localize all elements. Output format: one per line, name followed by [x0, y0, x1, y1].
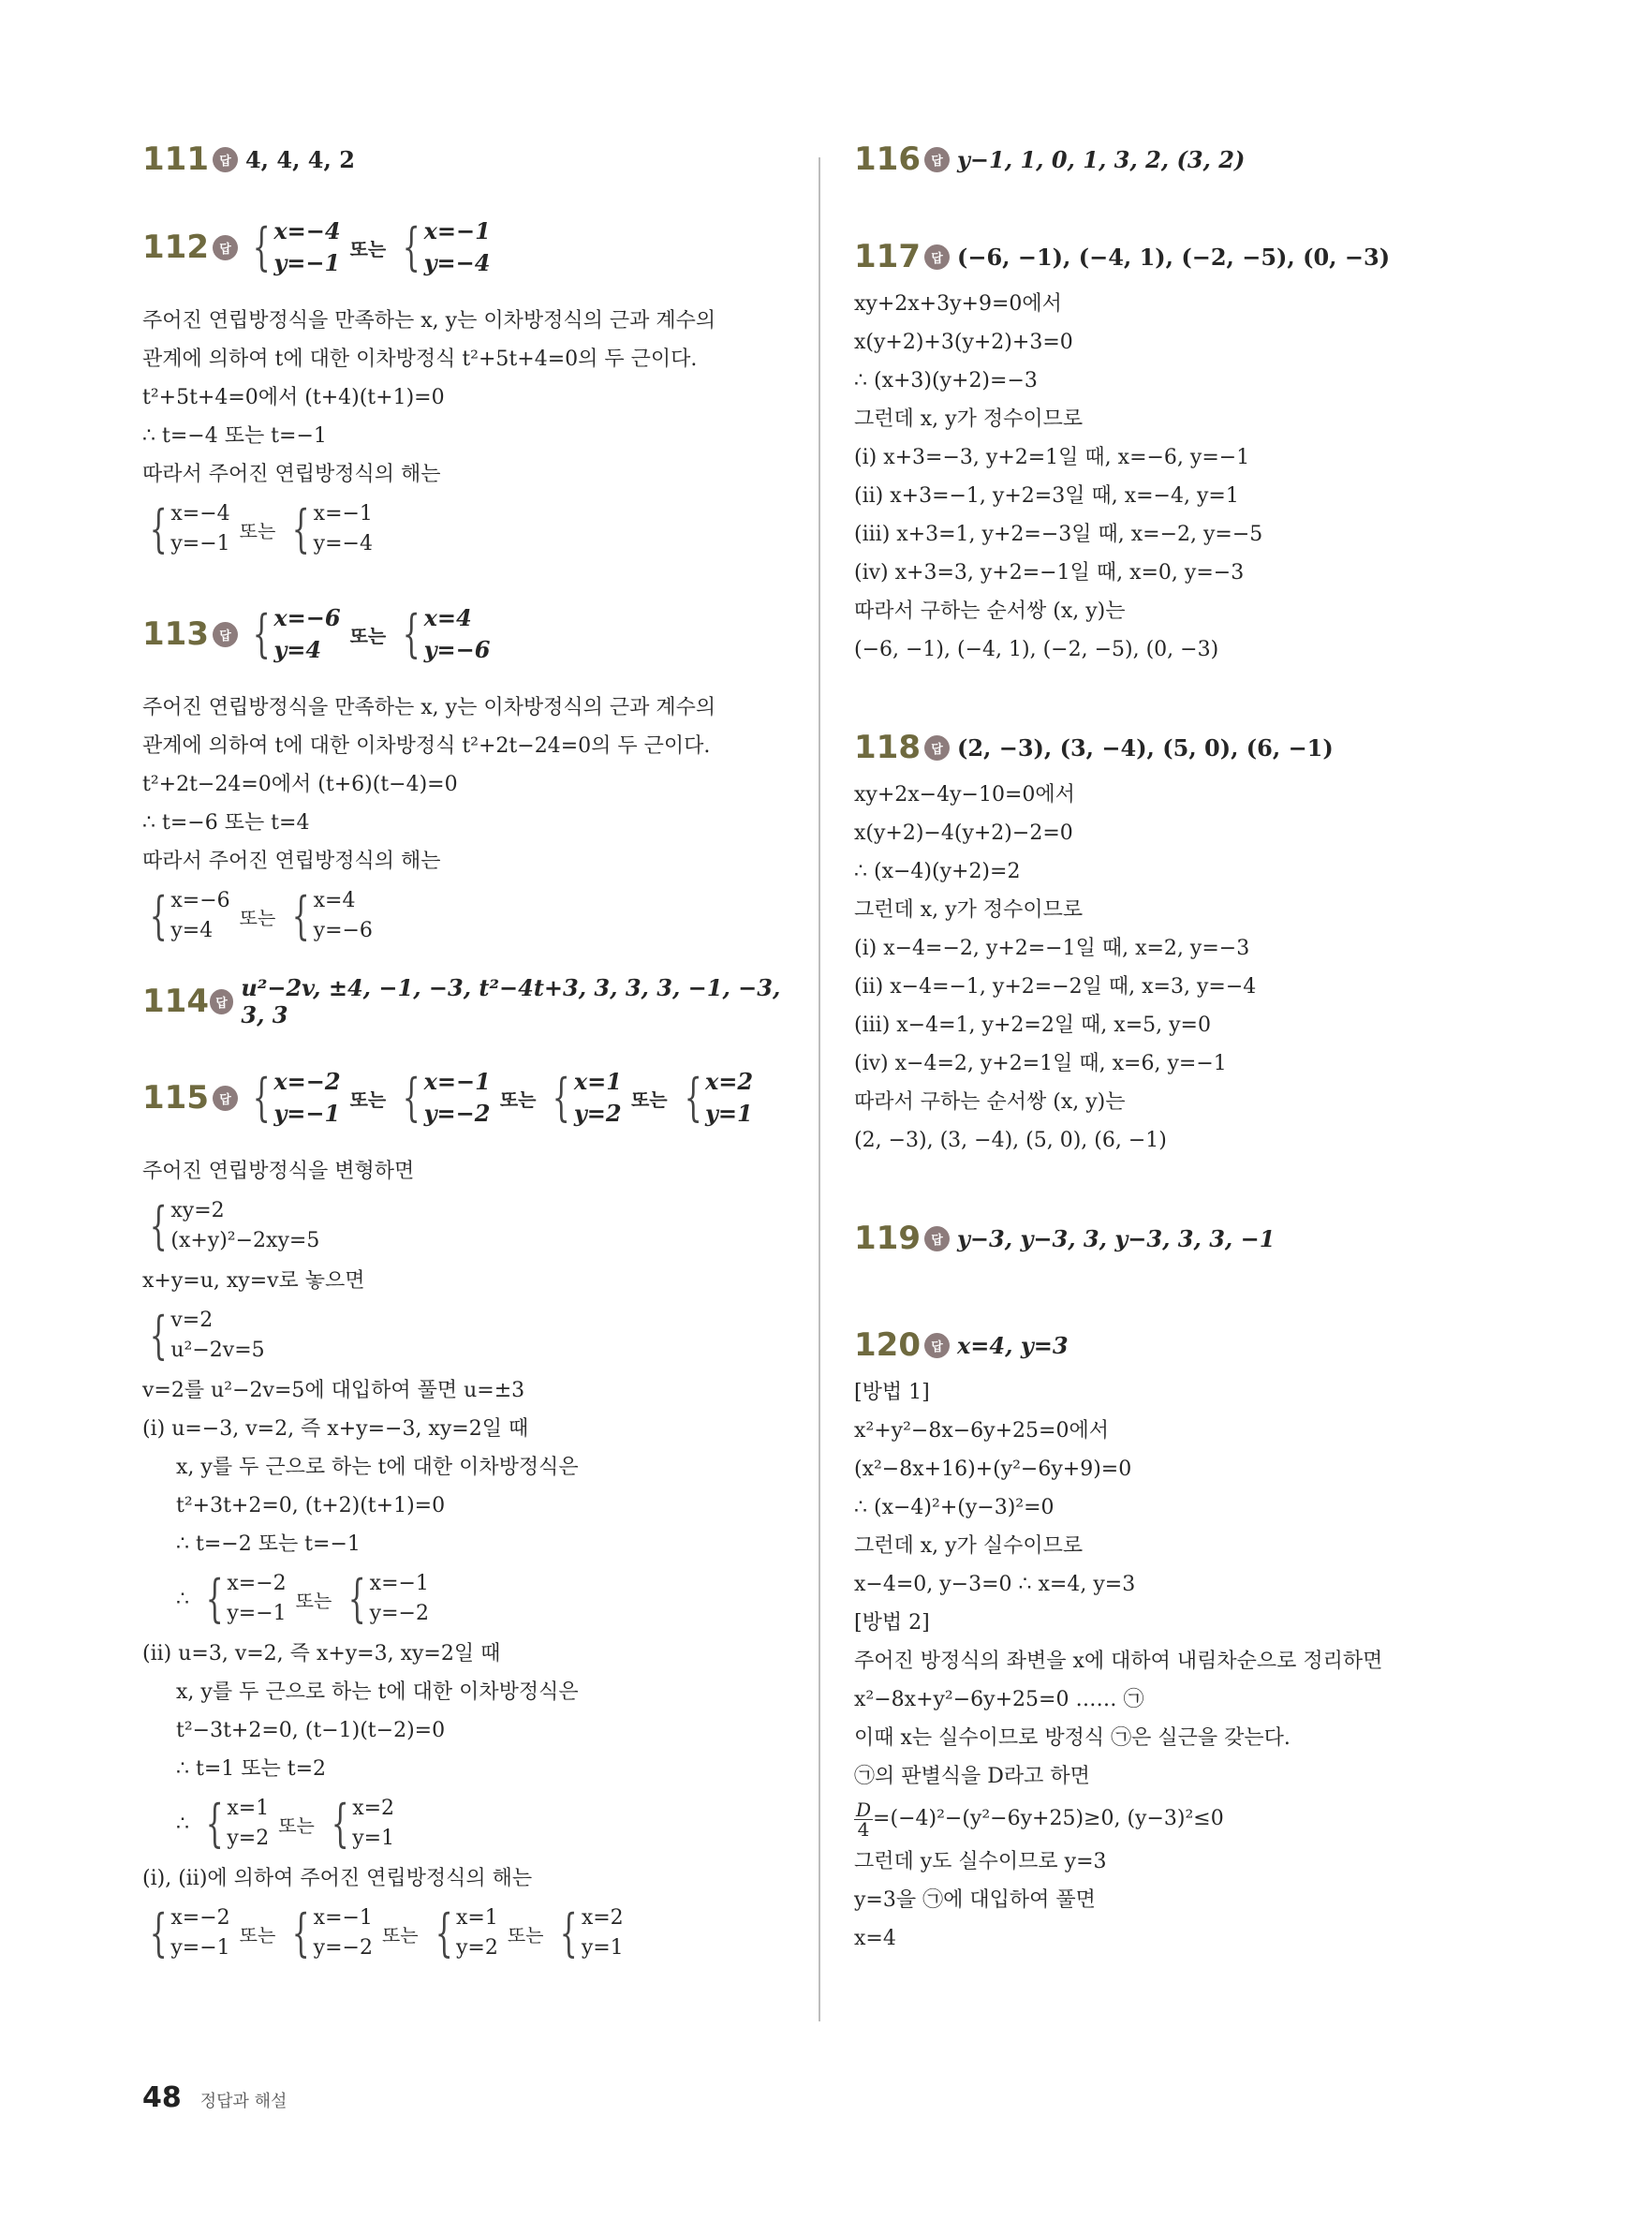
problem-number: 114 [142, 983, 209, 1020]
answer-badge: 답 [924, 1226, 950, 1251]
page-number: 48 [142, 2081, 182, 2114]
answer-text: u²−2v, ±4, −1, −3, t²−4t+3, 3, 3, 3, −1, −3, 3, 3 [241, 974, 781, 1029]
problem-number: 116 [854, 141, 921, 178]
footer-label: 정답과 해설 [199, 2092, 288, 2111]
problem-number: 111 [142, 141, 209, 178]
answer-badge: 답 [213, 1086, 238, 1111]
problem-119-answer [854, 1220, 1510, 1257]
answer-badge: 답 [924, 1333, 950, 1358]
answer-text: (2, −3), (3, −4), (5, 0), (6, −1) [956, 733, 1334, 762]
answer-badge: 답 [213, 622, 238, 647]
fraction-line: $\frac{D}{4}$ =(−4)²−(y²−6y+25)≥0, (y−3)²≤0 [856, 1798, 1224, 1841]
answer-text: y−1, 1, 0, 1, 3, 2, (3, 2) [956, 145, 1246, 173]
problem-number: 119 [854, 1220, 921, 1257]
solution-system: { x=−6 y=4 또는 { x=4 y=−6 [149, 886, 373, 945]
solution-117: xy+2x+3y+9=0에서 x(y+2)+3(y+2)+3=0 ∴ (x+3)(y+2)=−3 그런데 x, y가 정수이므로 (i) x+3=−3, y+2=1일 때, x=−6, y=−1 (ii) x+3=−1, y+2=3일 때, x=−4, y=1 (iii) x+3=1, y+2=−3일 때, x=−2, y=−5 (iv) x+3=3, y+2=−1일 때, x=0, y=−3 따라서 구하는 순서쌍 (x, y)는 (−6, −1), (−4, 1), (−2, −5), (0, −3) [854, 292, 1263, 661]
problem-115-answer: 115 답 { x=−2 y=−1 또는 { x=−1 y=−2 또는 { x=1 y=2 또는 { x=2 y=1 [142, 1068, 754, 1127]
right-column [854, 141, 1510, 1958]
problem-number: 113 [142, 615, 209, 653]
system-brace: { x=−6 y=4 [252, 604, 341, 663]
left-column [142, 141, 807, 1969]
problem-118-answer [854, 729, 1510, 766]
problem-114-answer [142, 974, 807, 1029]
problem-116-answer [854, 141, 1510, 178]
solution-120: [방법 1] x²+y²−8x−6y+25=0에서 (x²−8x+16)+(y²−6y+9)=0 ∴ (x−4)²+(y−3)²=0 그런데 x, y가 실수이므로 x−4=0, y−3=0 ∴ x=4, y=3 [방법 2] 주어진 방정식의 좌변을 x에 대하여 내림차순으로 정리하면 x²−8x+y²−6y+25=0 …… ㉠ 이때 x는 실수이므로 방정식 ㉠은 실근을 갖는다. ㉠의 판별식을 D라고 하면 $\frac{D}{4}$ =(−4)²−(y²−6y+25)≥0, (y−3)²≤0 그런데 y도 실수이므로 y=3 y=3을 ㉠에 대입하여 풀면 x=4 [854, 1373, 1510, 1958]
problem-number: 117 [854, 238, 921, 275]
answer-badge: 답 [213, 147, 238, 172]
system-brace: { x=−1 y=−4 [402, 217, 491, 276]
solution-113: 주어진 연립방정식을 만족하는 x, y는 이차방정식의 근과 계수의 관계에 의하여 t에 대한 이차방정식 t²+2t−24=0의 두 근이다. t²+2t−24=0에서 (t+6)(t−4)=0 ∴ t=−6 또는 t=4 따라서 주어진 연립방정식의 해는 { x=−6 y=4 또는 { x=4 y=−6 [142, 688, 807, 952]
problem-120-answer [854, 1326, 1510, 1364]
answer-text: 4, 4, 4, 2 [244, 145, 355, 173]
answer-text: (−6, −1), (−4, 1), (−2, −5), (0, −3) [956, 243, 1391, 271]
answer-badge: 답 [924, 735, 950, 761]
problem-111-answer [142, 141, 807, 178]
column-divider [819, 157, 820, 2021]
problem-number: 118 [854, 729, 921, 766]
answer-badge: 답 [213, 235, 238, 260]
problem-117-answer [854, 238, 1510, 275]
answer-text: x=4, y=3 [956, 1331, 1069, 1359]
problem-113-answer: 113 답 { x=−6 y=4 또는 { x=4 y=−6 [142, 602, 807, 666]
answer-text: y−3, y−3, 3, y−3, 3, 3, −1 [956, 1224, 1276, 1252]
problem-112-answer: 112 답 { x=−4 y=−1 또는 { x=−1 y=−4 [142, 215, 807, 279]
solution-118: xy+2x−4y−10=0에서 x(y+2)−4(y+2)−2=0 ∴ (x−4)(y+2)=2 그런데 x, y가 정수이므로 (i) x−4=−2, y+2=−1일 때, x=2, y=−3 (ii) x−4=−1, y+2=−2일 때, x=3, y=−4 (iii) x−4=1, y+2=2일 때, x=5, y=0 (iv) x−4=2, y+2=1일 때, x=6, y=−1 따라서 구하는 순서쌍 (x, y)는 (2, −3), (3, −4), (5, 0), (6, −1) [854, 783, 1257, 1152]
problem-number: 115 [142, 1079, 209, 1117]
system-brace: { x=4 y=−6 [402, 604, 491, 663]
system-brace: { x=−4 y=−1 [252, 217, 341, 276]
problem-number: 120 [854, 1326, 921, 1364]
solution-system: { x=−4 y=−1 또는 { x=−1 y=−4 [149, 499, 373, 558]
solution-112: 주어진 연립방정식을 만족하는 x, y는 이차방정식의 근과 계수의 관계에 의하여 t에 대한 이차방정식 t²+5t+4=0의 두 근이다. t²+5t+4=0에서 (t+4)(t+1)=0 ∴ t=−4 또는 t=−1 따라서 주어진 연립방정식의 해는 { x=−4 y=−1 또는 { x=−1 y=−4 [142, 302, 807, 565]
answer-badge: 답 [924, 244, 950, 270]
problem-number: 112 [142, 229, 209, 266]
answer-badge: 답 [924, 147, 950, 172]
answer-badge: 답 [210, 989, 234, 1014]
solution-115: 주어진 연립방정식을 변형하면 { xy=2 (x+y)²−2xy=5 x+y=u, xy=v로 놓으면 { v=2 u²−2v=5 v=2를 u²−2v=5에 대입하여 풀면 u=±3 (i) u=−3, v=2, 즉 x+y=−3, xy=2일 때 x, y를 두 근으로 하는 t에 대한 이차방정식은 t²+3t+2=0, (t+2)(t+1)=0 ∴ t=−2 또는 t=−1 ∴ { x=−2 y=−1 또는 { x=−1 y=−2 (ii) u=3, v=2, 즉 x+y=3, xy=2일 때 x, y를 두 근으로 하는 t에 대한 이차방정식은 t²−3t+2=0, (t−1)(t−2)=0 ∴ t=1 또는 t=2 ∴ { x=1 y=2 또는 { x=2 y=1 (i), (ii)에 의하여 주어진 연립방정식의 해는 { x=−2 y=−1 또는 { x=−1 y=−2 또는 { x=1 y=2 또는 { x=2 y=1 [142, 1160, 624, 1962]
page-footer [142, 2081, 287, 2114]
